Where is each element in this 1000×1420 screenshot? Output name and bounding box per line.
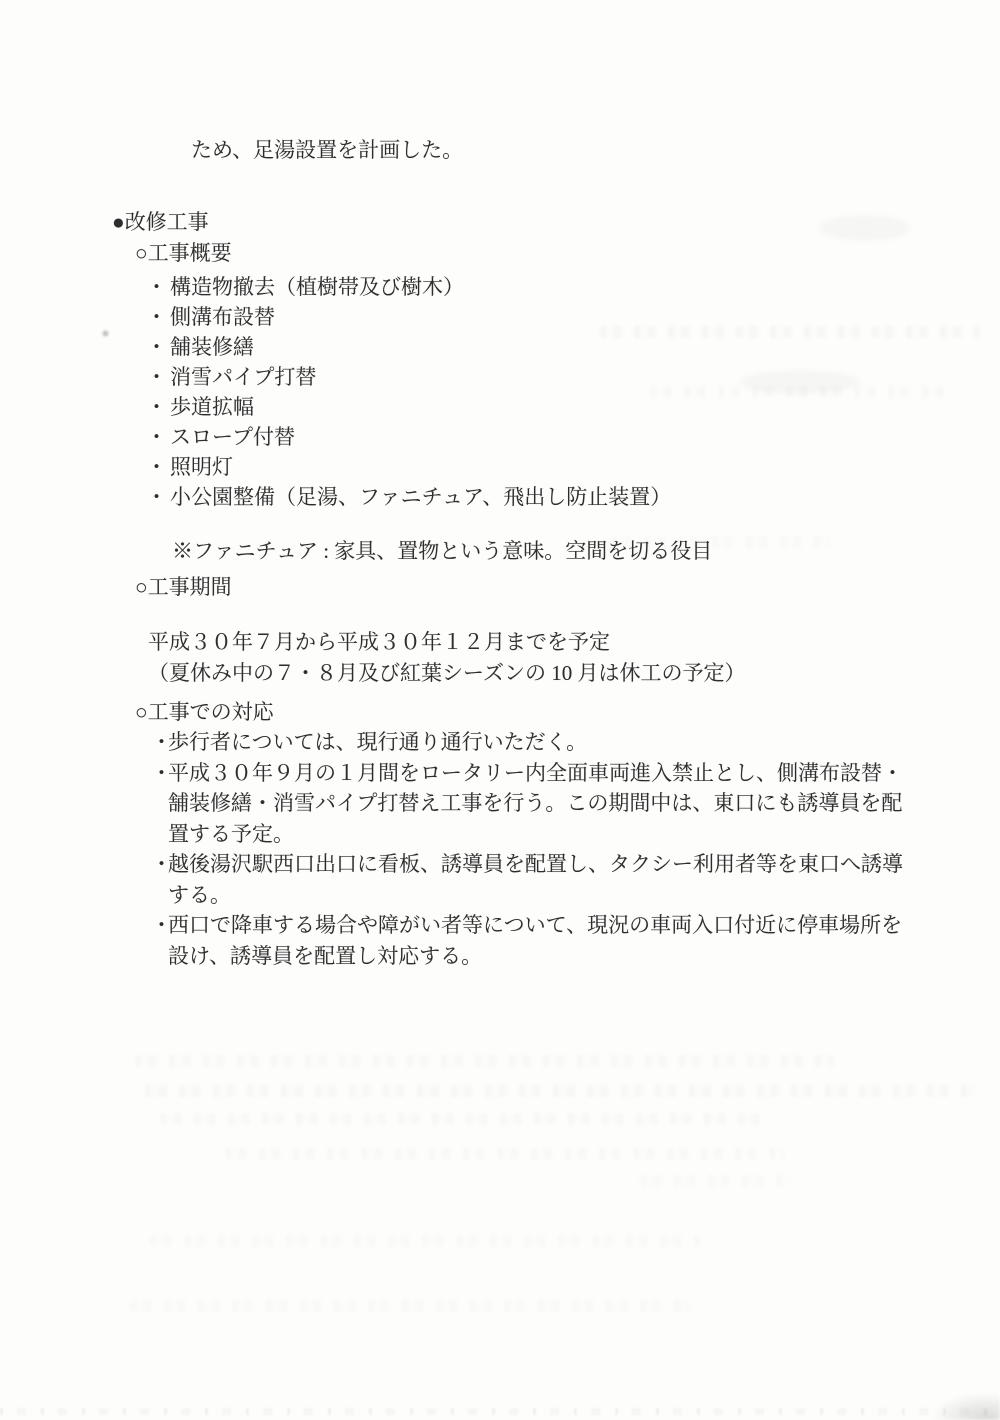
dot-bullet-icon: ・ bbox=[146, 485, 167, 509]
work-item-text: 構造物撤去（植樹帯及び樹木） bbox=[170, 275, 464, 299]
dot-bullet-icon: ・ bbox=[151, 852, 172, 876]
period-line: 平成３０年７月から平成３０年１２月までを予定 bbox=[148, 630, 610, 654]
subsection-heading-period bbox=[135, 573, 232, 601]
work-item-text: 照明灯 bbox=[170, 455, 233, 479]
measure-item bbox=[151, 758, 903, 850]
work-item-list bbox=[146, 272, 672, 512]
dot-bullet-icon: ・ bbox=[146, 305, 167, 329]
open-circle-bullet-icon: ○ bbox=[135, 241, 148, 265]
measure-line: 平成３０年９月の１月間をロータリー内全面車両進入禁止とし、側溝布設替・ bbox=[168, 760, 903, 785]
work-item-text: スロープ付替 bbox=[170, 425, 295, 449]
scan-ghosting bbox=[145, 1085, 975, 1097]
subsection-title: 工事概要 bbox=[147, 241, 232, 265]
work-item bbox=[146, 302, 671, 332]
measure-line: 置する予定。 bbox=[168, 821, 294, 846]
section-heading bbox=[112, 208, 209, 236]
work-item bbox=[146, 332, 671, 362]
measure-line: する。 bbox=[168, 882, 231, 907]
scan-ghosting bbox=[150, 1235, 700, 1247]
measure-item bbox=[151, 849, 903, 910]
open-circle-bullet-icon: ○ bbox=[135, 700, 148, 724]
work-item-text: 消雪パイプ打替 bbox=[170, 365, 317, 389]
work-item-text: 側溝布設替 bbox=[170, 305, 275, 329]
measure-line: 歩行者については、現行通り通行いただく。 bbox=[168, 730, 588, 754]
dot-bullet-icon: ・ bbox=[146, 365, 167, 389]
subsection-title: 工事期間 bbox=[147, 575, 232, 599]
measure-line: 越後湯沢駅西口出口に看板、誘導員を配置し、タクシー利用者等を東口へ誘導 bbox=[168, 852, 903, 876]
dot-bullet-icon: ・ bbox=[146, 275, 167, 299]
work-item bbox=[146, 362, 671, 392]
work-item-text: 歩道拡幅 bbox=[170, 395, 254, 419]
dot-bullet-icon: ・ bbox=[146, 455, 167, 479]
filled-circle-bullet-icon: ● bbox=[112, 210, 125, 234]
measure-line: 舗装修繕・消雪パイプ打替え工事を行う。この期間中は、東口にも誘導員を配 bbox=[168, 791, 903, 815]
subsection-title: 工事での対応 bbox=[147, 700, 274, 724]
dot-bullet-icon: ・ bbox=[151, 913, 172, 937]
scan-edge-noise bbox=[0, 1408, 1000, 1415]
subsection-heading-measures bbox=[135, 698, 274, 726]
dot-bullet-icon: ・ bbox=[151, 760, 172, 785]
work-item-text: 小公園整備（足湯、ファニチュア、飛出し防止装置） bbox=[170, 485, 672, 509]
work-item bbox=[146, 452, 671, 482]
dot-bullet-icon: ・ bbox=[146, 425, 167, 449]
measure-line: 設け、誘導員を配置し対応する。 bbox=[168, 943, 483, 968]
dot-bullet-icon: ・ bbox=[146, 395, 167, 419]
scan-ghosting bbox=[640, 1175, 790, 1187]
measure-item bbox=[151, 910, 903, 971]
scan-smudge bbox=[820, 215, 910, 241]
work-item bbox=[146, 422, 671, 452]
scan-ghosting bbox=[135, 1055, 835, 1067]
measure-item-list bbox=[151, 727, 903, 971]
dot-bullet-icon: ・ bbox=[151, 730, 172, 754]
work-item-text: 舗装修繕 bbox=[170, 335, 254, 359]
work-item bbox=[146, 392, 671, 422]
scan-ghosting bbox=[225, 1148, 785, 1160]
open-circle-bullet-icon: ○ bbox=[135, 575, 148, 599]
section-title: 改修工事 bbox=[124, 210, 209, 234]
scan-ghosting bbox=[160, 1113, 770, 1125]
dot-bullet-icon: ・ bbox=[146, 335, 167, 359]
scan-speck bbox=[101, 328, 110, 339]
subsection-heading-overview bbox=[135, 239, 232, 267]
measure-item bbox=[151, 727, 903, 758]
work-item bbox=[146, 272, 671, 302]
scan-smudge bbox=[740, 370, 860, 394]
scan-corner-smudge bbox=[930, 1392, 1000, 1420]
measure-line: 西口で降車する場合や障がい者等について、現況の車両入口付近に停車場所を bbox=[168, 913, 903, 937]
period-line: （夏休み中の７・８月及び紅葉シーズンの 10 月は休工の予定） bbox=[148, 661, 746, 685]
note-text: ※ファニチュア : 家具、置物という意味。空間を切る役目 bbox=[172, 539, 713, 563]
work-item bbox=[146, 482, 672, 512]
scan-ghosting bbox=[130, 1300, 690, 1312]
scan-ghosting bbox=[650, 386, 950, 398]
intro-text: ため、足湯設置を計画した。 bbox=[191, 138, 464, 162]
